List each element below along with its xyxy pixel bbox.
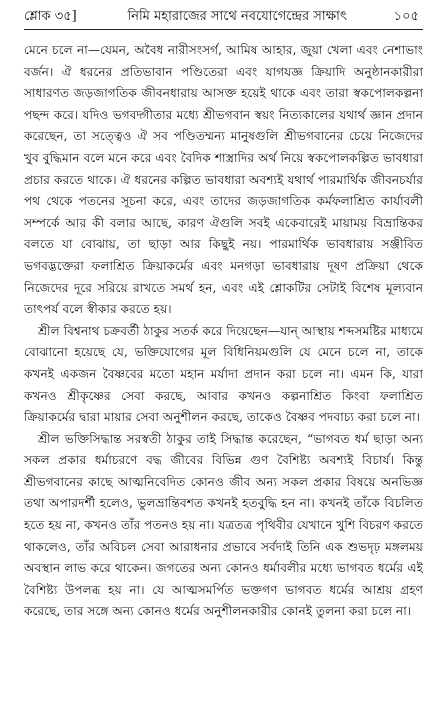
page-number: ১০৫	[393, 9, 419, 24]
paragraph-vishvanatha: শ্রীল বিশ্বনাথ চক্রবর্তী ঠাকুর সতর্ক করে দিয়েছেন—যান্ আস্থায় শব্দসমষ্টির মাধ্যমে বোঝানো হয়েছে যে, ভক্তিযোগের মূল বিধিনিয়মগুলি যে মেনে চলে না, তাকে কখনই একজন বৈষ্ণবের মতো মহান মর্যাদা প্রদান করা চলে না। এমন কি, যারা কখনও শ্রীকৃষ্ণের সেবা করছে, আবার কখনও কল্পনাশ্রিত কিংবা ফলাশ্রিত ক্রিয়াকর্মের দ্বারা মায়ার সেবা অনুশীলন করছে, তাকেও বৈষ্ণব পদবাচ্য করা চলে না।	[24, 323, 423, 425]
paragraph-continuation: মেনে চলে না—যেমন, অবৈধ নারীসংসর্গ, আমিষ আহার, জুয়া খেলা এবং নেশাভাং বর্জন। ঐ ধরনের প্রতিভাবান পণ্ডিতেরা এবং যাগযজ্ঞ ক্রিয়াদি অনুষ্ঠানকারীরা সাধারণত জড়জাগতিক জীবনধারায় আসক্ত হয়েই থাকে এবং তারা স্বকপোলকল্পনা পছন্দ করে। যদিও ভগবদ্গীতার মধ্যে শ্রীভগবান স্বয়ং নিত্যকালের যথার্থ জ্ঞান প্রদান করেছেন, তা সত্ত্বেও ঐ সব পণ্ডিতম্মন্য মানুষগুলি শ্রীভগবানের চেয়ে নিজেদের খুব বুদ্ধিমান বলে মনে করে এবং বৈদিক শাস্ত্রাদির অর্থ নিয়ে স্বকপোলকল্পিত ভাবধারা প্রচার করতে থাকে। ঐ ধরনের কল্পিত ভাবধারা অবশ্যই যথার্থ পারমার্থিক জীবনচর্যার পথ থেকে পতনের সূচনা করে, এবং তাদের জড়জাগতিক কর্মফলাশ্রিত কার্যাবলী সম্পর্কে আর কী বলার আছে, কারণ ঐগুলি সবই একেবারেই মায়াময় বিভ্রান্তিকর বলতে যা বোঝায়, তা ছাড়া আর কিছুই নয়। পারমার্থিক ভাবধারায় সঞ্জীবিত ভগবদ্ভক্তেরা ফলাশ্রিত ক্রিয়াকর্মের এবং মনগড়া ভাবধারায় দূষণ প্রক্রিয়া থেকে নিজেদের দূরে সরিয়ে রাখতে সমর্থ হন, এবং এই শ্লোকটির সেটাই বিশেষ মূল্যবান তাৎপর্য বলে স্বীকার করতে হয়।	[24, 43, 423, 317]
body-text	[24, 40, 423, 623]
verse-label: শ্লোক ৩৫]	[24, 9, 77, 24]
chapter-title: নিমি মহারাজের সাথে নবযোগেন্দ্রের সাক্ষাৎ	[127, 9, 347, 24]
paragraph-bhaktisiddhanta: শ্রীল ভক্তিসিদ্ধান্ত সরস্বতী ঠাকুর তাই সিদ্ধান্ত করেছেন, “ভাগবত ধর্ম ছাড়া অন্য সকল প্রকার ধর্মাচরণে বদ্ধ জীবের বিভিন্ন গুণ বৈশিষ্ট্য অবশ্যই বিচার্য। কিন্তু শ্রীভগবানের কাছে আত্মনিবেদিত কোনও জীব অন্য সকল প্রকার বিষয়ে অনভিজ্ঞ তথা অপারদর্শী হলেও, ভুলভ্রান্তিবশত কখনই হতবুদ্ধি হন না। কখনই তাঁকে বিচলিত হতে হয় না, কখনও তাঁর পতনও হয় না। যত্রতত্র পৃথিবীর যেখানে খুশি বিচরণ করতে থাকলেও, তাঁর অবিচল সেবা আরাধনার প্রভাবে সর্বদাই তিনি এক শুভদৃঢ় মঙ্গলময় অবস্থান লাভ করে থাকেন। জগতের অন্য কোনও ধর্মাবলীর মধ্যে ভাগবত ধর্মের এই বৈশিষ্ট্য উপলব্ধ হয় না। যে আত্মসমর্পিত ভক্তগণ ভাগবত ধর্মের আশ্রয় গ্রহণ করেছে, তার সঙ্গে অন্য কোনও ধর্মের অনুশীলনকারীর কোনই তুলনা করা চলে না।	[24, 431, 423, 619]
header-rule	[24, 29, 423, 30]
running-header	[24, 6, 423, 26]
